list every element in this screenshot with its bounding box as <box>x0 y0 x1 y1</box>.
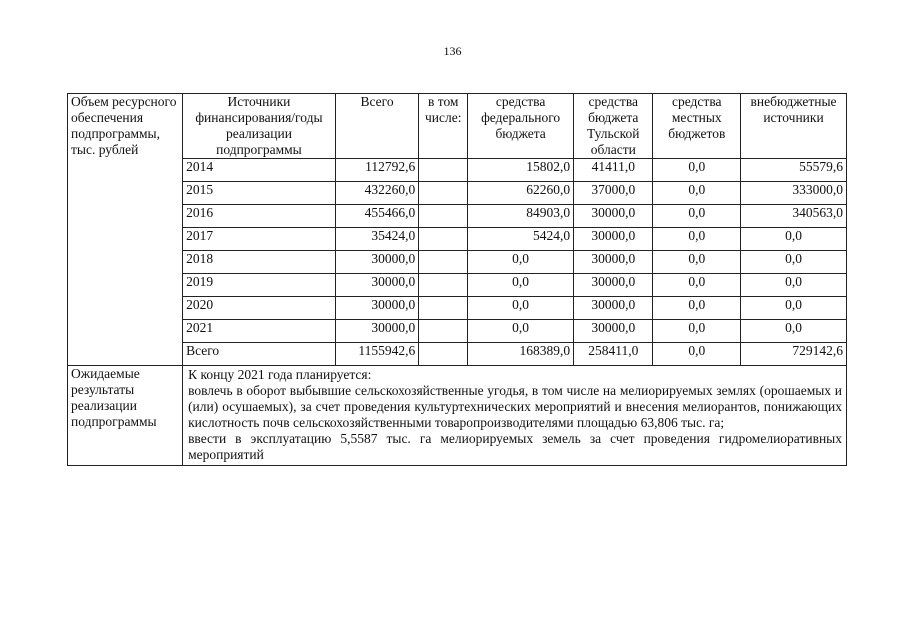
row-year: 2018 <box>183 251 336 274</box>
row-local: 0,0 <box>653 274 741 297</box>
row-regional: 30000,0 <box>574 228 653 251</box>
row-year: 2021 <box>183 320 336 343</box>
row-regional: 41411,0 <box>574 159 653 182</box>
row-regional: 258411,0 <box>574 343 653 366</box>
row-extra: 0,0 <box>741 274 847 297</box>
table-row <box>68 182 847 205</box>
row-including-empty <box>419 274 468 297</box>
row-regional: 37000,0 <box>574 182 653 205</box>
results-item: ввести в эксплуатацию 5,5587 тыс. га мелиорируемых земель за счет проведения гидромелиоративных мероприятий <box>188 431 842 462</box>
row-total: 1155942,6 <box>335 343 419 366</box>
results-intro: К концу 2021 года планируется: <box>188 367 372 382</box>
row-year: 2019 <box>183 274 336 297</box>
row-federal: 15802,0 <box>468 159 574 182</box>
results-label: Ожидаемые результаты реализации подпрограммы <box>68 366 183 466</box>
row-federal: 168389,0 <box>468 343 574 366</box>
row-total: 30000,0 <box>335 274 419 297</box>
row-local: 0,0 <box>653 251 741 274</box>
row-regional: 30000,0 <box>574 205 653 228</box>
row-extra: 0,0 <box>741 251 847 274</box>
row-local: 0,0 <box>653 182 741 205</box>
row-year: 2014 <box>183 159 336 182</box>
results-item: вовлечь в оборот выбывшие сельскохозяйственные угодья, в том числе на мелиорируемых землях (орошаемых и (или) осушаемых), за счет проведения культуртехнических мероприятий и внесения мелиорантов, понижающих кислотность почв сельскохозяйственными товаропроизводителями площадью 63,806 тыс. га; <box>188 383 842 430</box>
row-including-empty <box>419 205 468 228</box>
row-total: 35424,0 <box>335 228 419 251</box>
row-extra: 333000,0 <box>741 182 847 205</box>
table-row <box>68 297 847 320</box>
row-extra: 0,0 <box>741 320 847 343</box>
table-row <box>68 251 847 274</box>
row-federal: 84903,0 <box>468 205 574 228</box>
row-total: 455466,0 <box>335 205 419 228</box>
subprogram-passport-table <box>67 93 847 466</box>
row-total: 30000,0 <box>335 320 419 343</box>
row-including-empty <box>419 320 468 343</box>
row-year: 2020 <box>183 297 336 320</box>
header-including: в том числе: <box>419 94 468 159</box>
row-including-empty <box>419 182 468 205</box>
row-extra: 0,0 <box>741 228 847 251</box>
row-total: 30000,0 <box>335 297 419 320</box>
row-year: 2015 <box>183 182 336 205</box>
table-row <box>68 320 847 343</box>
results-row <box>68 366 847 466</box>
row-total: 30000,0 <box>335 251 419 274</box>
results-text <box>183 366 847 466</box>
row-local: 0,0 <box>653 205 741 228</box>
row-including-empty <box>419 251 468 274</box>
table-row <box>68 228 847 251</box>
table-row <box>68 159 847 182</box>
row-local: 0,0 <box>653 159 741 182</box>
row-federal: 0,0 <box>468 274 574 297</box>
row-local: 0,0 <box>653 343 741 366</box>
row-extra: 729142,6 <box>741 343 847 366</box>
table-row-total <box>68 343 847 366</box>
header-regional: средства бюджета Тульской области <box>574 94 653 159</box>
row-regional: 30000,0 <box>574 274 653 297</box>
row-total: 112792,6 <box>335 159 419 182</box>
row-regional: 30000,0 <box>574 251 653 274</box>
header-total: Всего <box>335 94 419 159</box>
row-extra: 55579,6 <box>741 159 847 182</box>
row-including-empty <box>419 228 468 251</box>
row-federal: 0,0 <box>468 251 574 274</box>
row-local: 0,0 <box>653 297 741 320</box>
header-federal: средства федерального бюджета <box>468 94 574 159</box>
row-extra: 0,0 <box>741 297 847 320</box>
row-federal: 0,0 <box>468 297 574 320</box>
row-total: 432260,0 <box>335 182 419 205</box>
header-row <box>68 94 847 159</box>
table-row <box>68 274 847 297</box>
resources-label: Объем ресурсного обеспечения подпрограммы, тыс. рублей <box>68 94 183 366</box>
header-extra: внебюджетные источники <box>741 94 847 159</box>
row-including-empty <box>419 343 468 366</box>
header-local: средства местных бюджетов <box>653 94 741 159</box>
row-year: 2016 <box>183 205 336 228</box>
table-row <box>68 205 847 228</box>
row-federal: 5424,0 <box>468 228 574 251</box>
row-year: Всего <box>183 343 336 366</box>
row-local: 0,0 <box>653 228 741 251</box>
row-federal: 0,0 <box>468 320 574 343</box>
row-local: 0,0 <box>653 320 741 343</box>
row-regional: 30000,0 <box>574 320 653 343</box>
row-extra: 340563,0 <box>741 205 847 228</box>
row-federal: 62260,0 <box>468 182 574 205</box>
row-including-empty <box>419 297 468 320</box>
header-sources: Источники финансирования/годы реализации подпрограммы <box>183 94 336 159</box>
page-number: 136 <box>443 44 462 58</box>
row-including-empty <box>419 159 468 182</box>
row-year: 2017 <box>183 228 336 251</box>
row-regional: 30000,0 <box>574 297 653 320</box>
